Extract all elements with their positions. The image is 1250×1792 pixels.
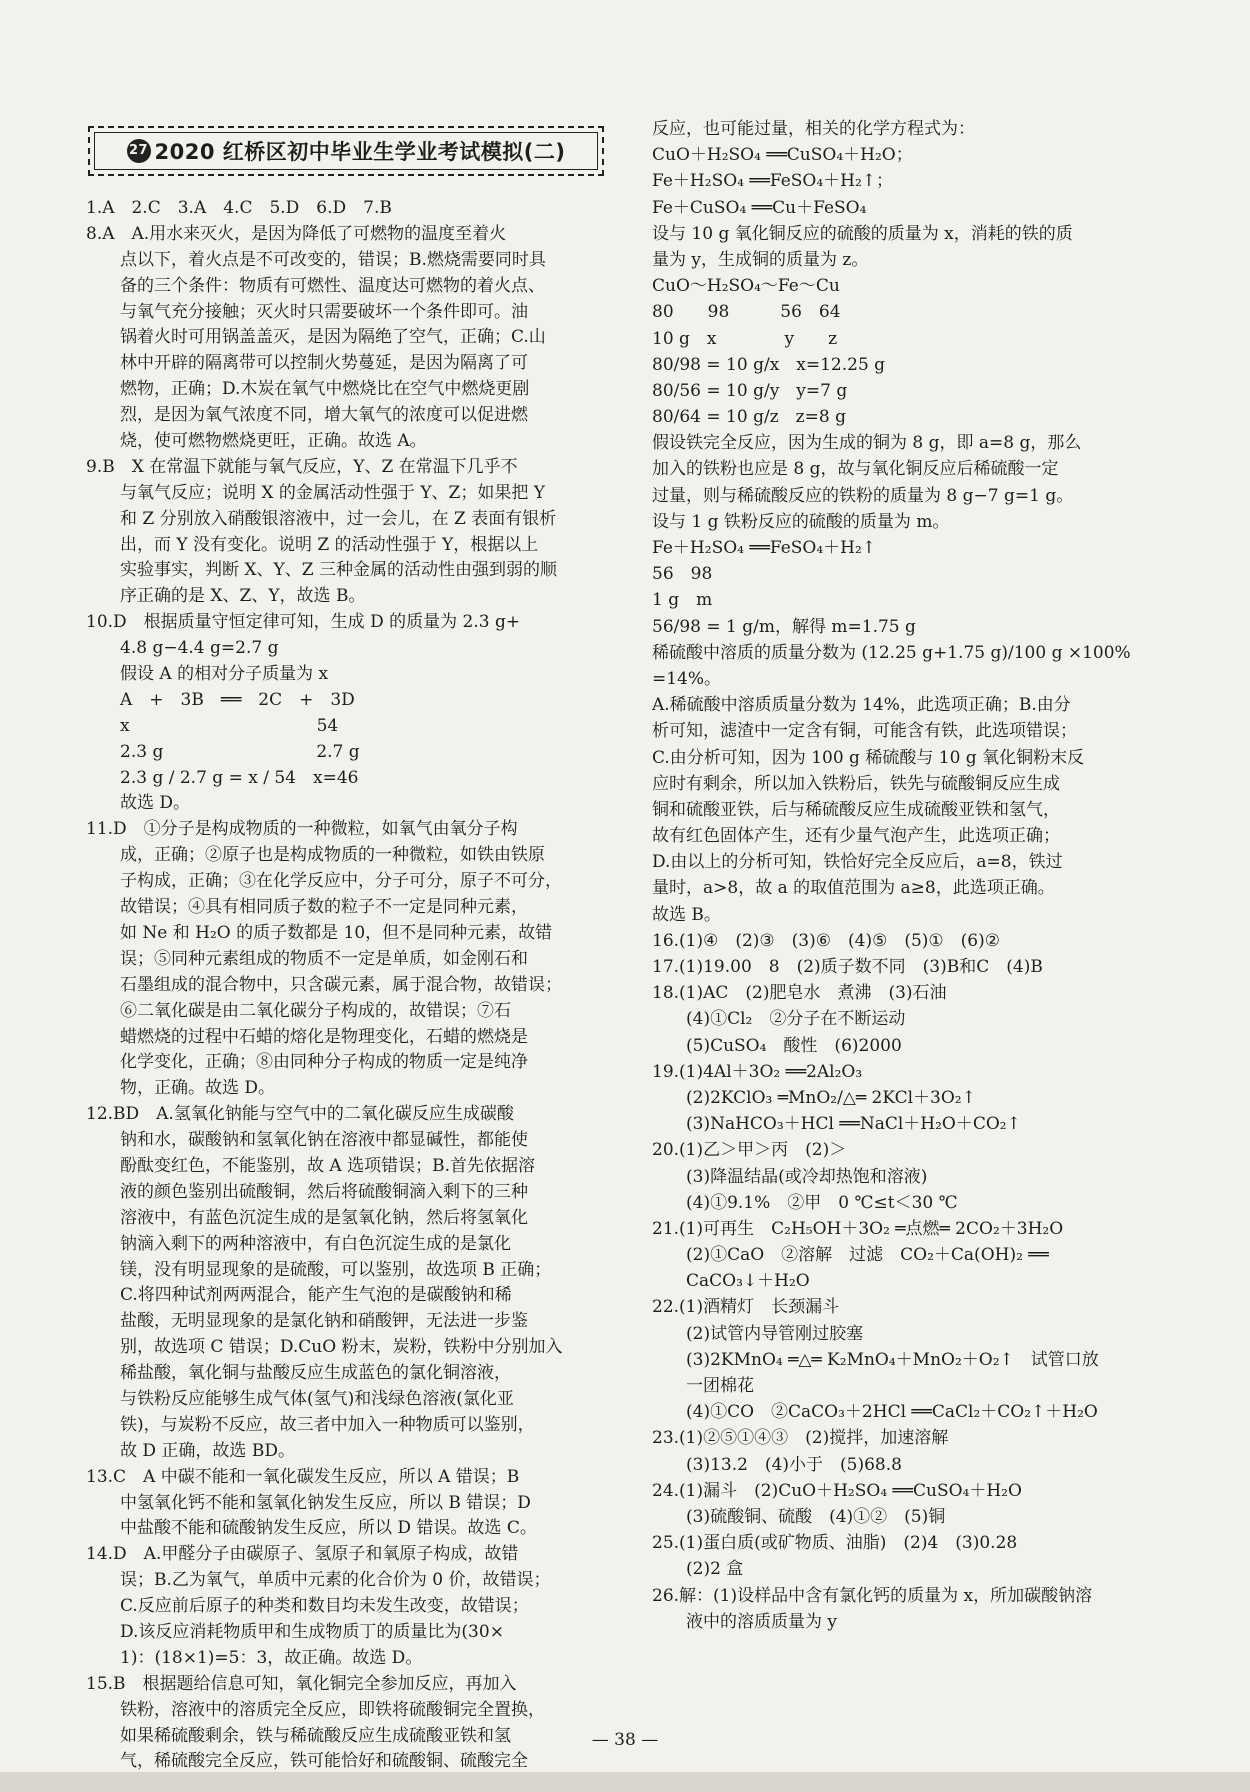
text-line: 与铁粉反应能够生成气体(氢气)和浅绿色溶液(氯化亚 — [86, 1388, 514, 1409]
text-line: 23.(1)②⑤①④③ (2)搅拌，加速溶解 — [652, 1428, 949, 1449]
text-line: CuO＋H₂SO₄ ══CuSO₄＋H₂O； — [652, 145, 913, 166]
text-line: 如 Ne 和 H₂O 的质子数都是 10，但不是同种元素，故错 — [86, 922, 553, 943]
text-line: 21.(1)可再生 C₂H₅OH＋3O₂ ═点燃═ 2CO₂＋3H₂O — [652, 1218, 1064, 1239]
text-line: (3)13.2 (4)小于 (5)68.8 — [652, 1454, 902, 1475]
text-line: 别，故选项 C 错误；D.CuO 粉末，炭粉，铁粉中分别加入 — [86, 1337, 563, 1358]
text-line: 16.(1)④ (2)③ (3)⑥ (4)⑤ (5)① (6)② — [652, 930, 1000, 951]
text-line: 如果稀硫酸剩余，铁与稀硫酸反应生成硫酸亚铁和氢 — [86, 1725, 511, 1746]
text-line: 化学变化，正确；⑧由同种分子构成的物质一定是纯净 — [86, 1052, 528, 1073]
section-badge: 27 — [127, 139, 151, 163]
text-line: 点以下，着火点是不可改变的，错误；B.燃烧需要同时具 — [86, 249, 546, 270]
text-line: 稀硫酸中溶质的质量分数为 (12.25 g+1.75 g)/100 g ×100% — [652, 642, 1131, 663]
text-line: 析可知，滤渣中一定含有铜，可能含有铁，此选项错误； — [652, 721, 1077, 742]
text-line: 24.(1)漏斗 (2)CuO＋H₂SO₄ ══CuSO₄＋H₂O — [652, 1480, 1022, 1501]
text-line: 2.3 g / 2.7 g = x / 54 x=46 — [86, 767, 359, 788]
text-line: (2)①CaO ②溶解 过滤 CO₂＋Ca(OH)₂ ══ — [652, 1245, 1049, 1266]
text-line: 2.3 g 2.7 g — [86, 741, 360, 762]
text-line: x 54 — [86, 715, 339, 736]
text-line: (3)降温结晶(或冷却热饱和溶液) — [652, 1166, 928, 1187]
text-line: 80 98 56 64 — [652, 302, 841, 323]
text-line: 18.(1)AC (2)肥皂水 煮沸 (3)石油 — [652, 983, 947, 1004]
text-line: 液的颜色鉴别出硫酸铜，然后将硫酸铜滴入剩下的三种 — [86, 1181, 528, 1202]
text-line: 故错误；④具有相同质子数的粒子不一定是同种元素， — [86, 897, 528, 918]
text-line: 燃物，正确；D.木炭在氧气中燃烧比在空气中燃烧更剧 — [86, 379, 530, 400]
text-line: 一团棉花 — [652, 1376, 754, 1396]
text-line: Fe＋CuSO₄ ══Cu＋FeSO₄ — [652, 197, 867, 218]
text-line: C.将四种试剂两两混合，能产生气泡的是碳酸钠和稀 — [86, 1285, 512, 1306]
text-line: 烧，使可燃物燃烧更旺，正确。故选 A。 — [86, 431, 427, 452]
text-line: 设与 10 g 氧化铜反应的硫酸的质量为 x，消耗的铁的质 — [652, 223, 1073, 244]
right-column — [652, 116, 1172, 1635]
text-line: 设与 1 g 铁粉反应的硫酸的质量为 m。 — [652, 511, 950, 532]
text-line: (4)①9.1% ②甲 0 ℃≤t＜30 ℃ — [652, 1192, 958, 1213]
text-line: 假设 A 的相对分子质量为 x — [86, 664, 329, 685]
text-line: 25.(1)蛋白质(或矿物质、油脂) (2)4 (3)0.28 — [652, 1533, 1018, 1554]
text-line: 80/98 = 10 g/x x=12.25 g — [652, 354, 886, 375]
text-line: 12.BD A.氢氧化钠能与空气中的二氧化碳反应生成碳酸 — [86, 1104, 514, 1125]
text-line: 14.D A.甲醛分子由碳原子、氢原子和氧原子构成，故错 — [86, 1544, 519, 1565]
text-line: 故有红色固体产生，还有少量气泡产生，此选项正确； — [652, 826, 1060, 847]
text-line: 56 98 — [652, 564, 713, 585]
text-line: ⑥二氧化碳是由二氧化碳分子构成的，故错误；⑦石 — [86, 1000, 511, 1021]
text-line: (5)CuSO₄ 酸性 (6)2000 — [652, 1035, 902, 1056]
text-line: 铁粉，溶液中的溶质完全反应，即铁将硫酸铜完全置换， — [86, 1699, 545, 1720]
text-line: CuO～H₂SO₄～Fe～Cu — [652, 276, 840, 297]
text-line: 22.(1)酒精灯 长颈漏斗 — [652, 1297, 840, 1318]
text-line: 出，而 Y 没有变化。说明 Z 的活动性强于 Y，根据以上 — [86, 534, 539, 555]
text-line: 量为 y，生成铜的质量为 z。 — [652, 249, 869, 270]
text-line: 成，正确；②原子也是构成物质的一种微粒，如铁由铁原 — [86, 845, 545, 866]
text-line: 56/98 = 1 g/m，解得 m=1.75 g — [652, 616, 916, 637]
text-line: 中盐酸不能和硫酸钠发生反应，所以 D 错误。故选 C。 — [86, 1518, 537, 1539]
text-line: 物，正确。故选 D。 — [86, 1078, 276, 1099]
text-line: 蜡燃烧的过程中石蜡的熔化是物理变化，石蜡的燃烧是 — [86, 1026, 528, 1047]
text-line: 溶液中，有蓝色沉淀生成的是氢氧化钠，然后将氢氧化 — [86, 1207, 528, 1228]
text-line: (2)试管内导管刚过胶塞 — [652, 1323, 864, 1344]
text-line: 误；B.乙为氧气，单质中元素的化合价为 0 价，故错误； — [86, 1570, 551, 1591]
text-line: 备的三个条件：物质有可燃性、温度达可燃物的着火点、 — [86, 275, 545, 296]
text-line: Fe＋H₂SO₄ ══FeSO₄＋H₂↑； — [652, 171, 894, 192]
text-line: (2)2 盒 — [652, 1559, 744, 1580]
text-line: 19.(1)4Al＋3O₂ ══2Al₂O₃ — [652, 1061, 863, 1082]
text-line: 气，稀硫酸完全反应，铁可能恰好和硫酸铜、硫酸完全 — [86, 1751, 528, 1772]
text-line: C.由分析可知，因为 100 g 稀硫酸与 10 g 氧化铜粉末反 — [652, 747, 1085, 768]
text-line: CaCO₃↓＋H₂O — [652, 1271, 810, 1292]
text-line: 9.B X 在常温下就能与氧气反应，Y、Z 在常温下几乎不 — [86, 456, 518, 477]
text-line: =14%。 — [652, 668, 722, 689]
text-line: A.稀硫酸中溶质质量分数为 14%，此选项正确；B.由分 — [652, 695, 1071, 716]
text-line: 8.A A.用水来灭火，是因为降低了可燃物的温度至着火 — [86, 223, 507, 244]
text-line: 钠滴入剩下的两种溶液中，有白色沉淀生成的是氯化 — [86, 1233, 511, 1254]
text-line: 1)：(18×1)=5：3，故正确。故选 D。 — [86, 1647, 423, 1668]
text-line: 中氢氧化钙不能和氢氧化钠发生反应，所以 B 错误；D — [86, 1492, 531, 1513]
text-line: 铁)，与炭粉不反应，故三者中加入一种物质可以鉴别， — [86, 1414, 535, 1435]
text-line: 量时，a>8，故 a 的取值范围为 a≥8，此选项正确。 — [652, 878, 1055, 899]
text-line: 与氧气充分接触；灭火时只需要破坏一个条件即可。油 — [86, 301, 528, 322]
text-line: (3)硫酸铜、硫酸 (4)①② (5)铜 — [652, 1506, 946, 1527]
text-line: 误；⑤同种元素组成的物质不一定是单质，如金刚石和 — [86, 948, 528, 969]
text-line: 反应，也可能过量，相关的化学方程式为： — [652, 119, 975, 139]
text-line: 钠和水，碳酸钠和氢氧化钠在溶液中都显碱性，都能使 — [86, 1130, 528, 1151]
text-line: 铜和硫酸亚铁，后与稀硫酸反应生成硫酸亚铁和氢气， — [652, 799, 1060, 820]
text-line: A + 3B ══ 2C + 3D — [86, 689, 355, 710]
text-line: 锅着火时可用锅盖盖灭，是因为隔绝了空气，正确；C.山 — [86, 327, 546, 348]
text-line: 石墨组成的混合物中，只含碳元素，属于混合物，故错误； — [86, 974, 562, 995]
text-line: (4)①CO ②CaCO₃＋2HCl ══CaCl₂＋CO₂↑＋H₂O — [652, 1402, 1098, 1423]
text-line: (4)①Cl₂ ②分子在不断运动 — [652, 1009, 906, 1030]
text-line: 镁，没有明显现象的是硫酸，可以鉴别，故选项 B 正确； — [86, 1259, 552, 1280]
bottom-bar — [0, 1772, 1250, 1792]
text-line: 故选 B。 — [652, 904, 721, 925]
text-line: 26.解：(1)设样品中含有氯化钙的质量为 x，所加碳酸钠溶 — [652, 1585, 1093, 1606]
text-line: 林中开辟的隔离带可以控制火势蔓延，是因为隔离了可 — [86, 353, 528, 374]
text-line: (3)NaHCO₃＋HCl ══NaCl＋H₂O＋CO₂↑ — [652, 1114, 1021, 1135]
text-line: 1.A 2.C 3.A 4.C 5.D 6.D 7.B — [86, 198, 392, 218]
section-title-text: 2020 红桥区初中毕业生学业考试模拟(二) — [154, 140, 566, 164]
text-line: D.由以上的分析可知，铁恰好完全反应后，a=8，铁过 — [652, 852, 1063, 873]
text-line: Fe＋H₂SO₄ ══FeSO₄＋H₂↑ — [652, 538, 877, 558]
text-line: 10.D 根据质量守恒定律可知，生成 D 的质量为 2.3 g+ — [86, 612, 521, 633]
text-line: 实验事实，判断 X、Y、Z 三种金属的活动性由强到弱的顺 — [86, 560, 557, 581]
text-line: 加入的铁粉也应是 8 g，故与氧化铜反应后稀硫酸一定 — [652, 459, 1059, 480]
text-line: C.反应前后原子的种类和数目均未发生改变，故错误； — [86, 1596, 529, 1617]
text-line: D.该反应消耗物质甲和生成物质丁的质量比为(30× — [86, 1621, 504, 1642]
text-line: 序正确的是 X、Z、Y，故选 B。 — [86, 586, 366, 607]
page-number: — 38 — — [591, 1730, 659, 1750]
text-line: (3)2KMnO₄ ═△═ K₂MnO₄＋MnO₂＋O₂↑ 试管口放 — [652, 1349, 1099, 1370]
text-line: 15.B 根据题给信息可知，氧化铜完全参加反应，再加入 — [86, 1673, 517, 1694]
left-column — [86, 196, 606, 1775]
section-title — [88, 126, 604, 176]
text-line: 80/56 = 10 g/y y=7 g — [652, 380, 848, 401]
text-line: 稀盐酸，氧化铜与盐酸反应生成蓝色的氯化铜溶液， — [86, 1363, 511, 1384]
text-line: 应时有剩余，所以加入铁粉后，铁先与硫酸铜反应生成 — [652, 773, 1060, 794]
text-line: 17.(1)19.00 8 (2)质子数不同 (3)B和C (4)B — [652, 957, 1043, 977]
text-line: 10 g x y z — [652, 328, 838, 349]
text-line: 液中的溶质质量为 y — [652, 1611, 838, 1632]
text-line: 20.(1)乙＞甲＞丙 (2)＞ — [652, 1140, 847, 1161]
text-line: 故 D 正确，故选 BD。 — [86, 1440, 295, 1461]
text-line: 11.D ①分子是构成物质的一种微粒，如氧气由氧分子构 — [86, 819, 518, 840]
text-line: (2)2KClO₃ ═MnO₂/△═ 2KCl＋3O₂↑ — [652, 1087, 976, 1108]
text-line: 酚酞变红色，不能鉴别，故 A 选项错误；B.首先依据溶 — [86, 1155, 535, 1176]
text-line: 80/64 = 10 g/z z=8 g — [652, 407, 846, 428]
text-line: 盐酸，无明显现象的是氯化钠和硝酸钾，无法进一步鉴 — [86, 1311, 528, 1332]
text-line: 与氧气反应；说明 X 的金属活动性强于 Y、Z；如果把 Y — [86, 482, 545, 503]
text-line: 子构成，正确；③在化学反应中，分子可分，原子不可分， — [86, 871, 562, 892]
text-line: 和 Z 分别放入硝酸银溶液中，过一会儿，在 Z 表面有银析 — [86, 508, 557, 529]
text-line: 1 g m — [652, 590, 713, 611]
text-line: 假设铁完全反应，因为生成的铜为 8 g，即 a=8 g，那么 — [652, 433, 1082, 454]
text-line: 13.C A 中碳不能和一氧化碳发生反应，所以 A 错误；B — [86, 1466, 520, 1487]
text-line: 过量，则与稀硫酸反应的铁粉的质量为 8 g−7 g=1 g。 — [652, 485, 1074, 506]
text-line: 4.8 g−4.4 g=2.7 g — [86, 638, 279, 659]
text-line: 烈，是因为氧气浓度不同，增大氧气的浓度可以促进燃 — [86, 405, 528, 426]
text-line: 故选 D。 — [86, 793, 191, 814]
